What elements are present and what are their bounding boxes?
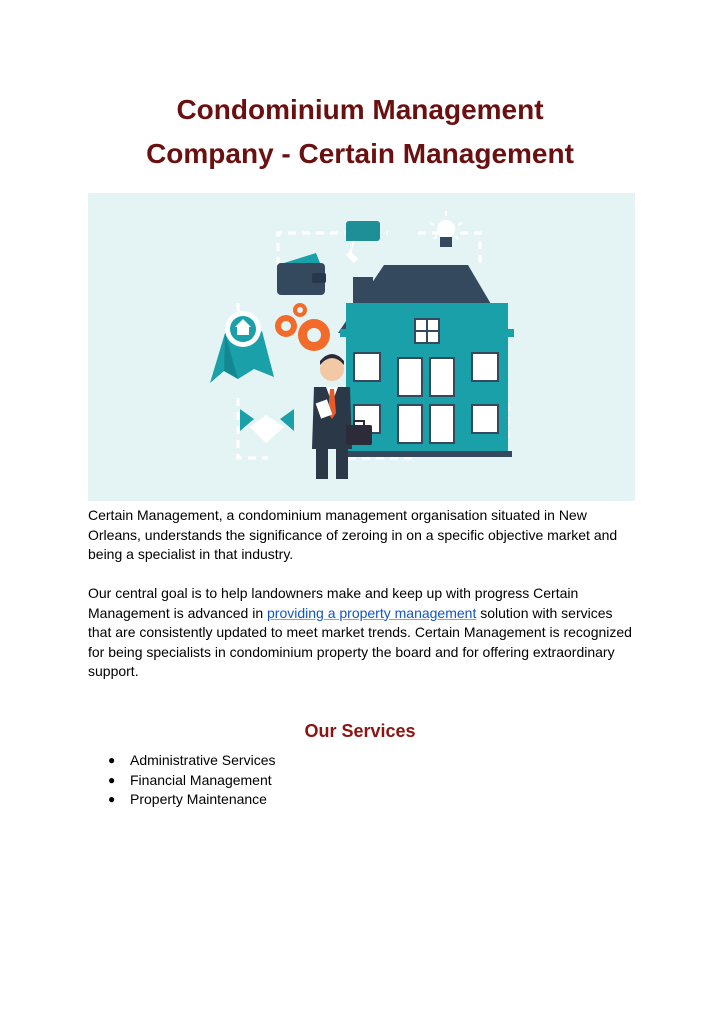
service-label: Administrative Services	[130, 752, 276, 768]
goal-paragraph-text-start: Our central goal is to help landowners make and keep up with progress Certain Management is advanced in	[88, 585, 579, 621]
page-title	[88, 88, 632, 176]
intro-paragraph: Certain Management, a condominium management organisation situated in New Orleans, understands the significance of zeroing in on a specific objective market and being a specialist in that industry.	[88, 507, 618, 562]
property-management-link[interactable]: providing a property management	[267, 604, 477, 621]
list-item	[108, 751, 276, 771]
goal-paragraph	[88, 584, 636, 682]
services-list	[108, 751, 276, 810]
lightbulb-icon	[430, 211, 462, 247]
page-title-line-1: Condominium Management	[176, 94, 544, 125]
bullet-icon: ●	[108, 753, 116, 767]
price-tag-icon	[346, 221, 380, 263]
bullet-icon: ●	[108, 792, 116, 806]
handshake-icon	[240, 409, 294, 443]
list-item	[108, 771, 276, 791]
service-label: Property Maintenance	[130, 791, 267, 807]
hero-illustration	[88, 193, 635, 501]
wallet-icon	[277, 253, 326, 295]
gears-icon	[275, 303, 330, 351]
page-title-line-2: Company - Certain Management	[146, 138, 574, 169]
map-location-icon	[210, 311, 274, 383]
list-item	[108, 790, 276, 810]
bullet-icon: ●	[108, 772, 116, 787]
service-label: Financial Management	[130, 771, 272, 788]
goal-paragraph-text-end: solution with services that are consistently updated to meet market trends. Certain Management is recognized for being specialists in condominium property the board and for offering extraordinary support.	[88, 604, 632, 679]
services-heading: Our Services	[304, 721, 416, 741]
